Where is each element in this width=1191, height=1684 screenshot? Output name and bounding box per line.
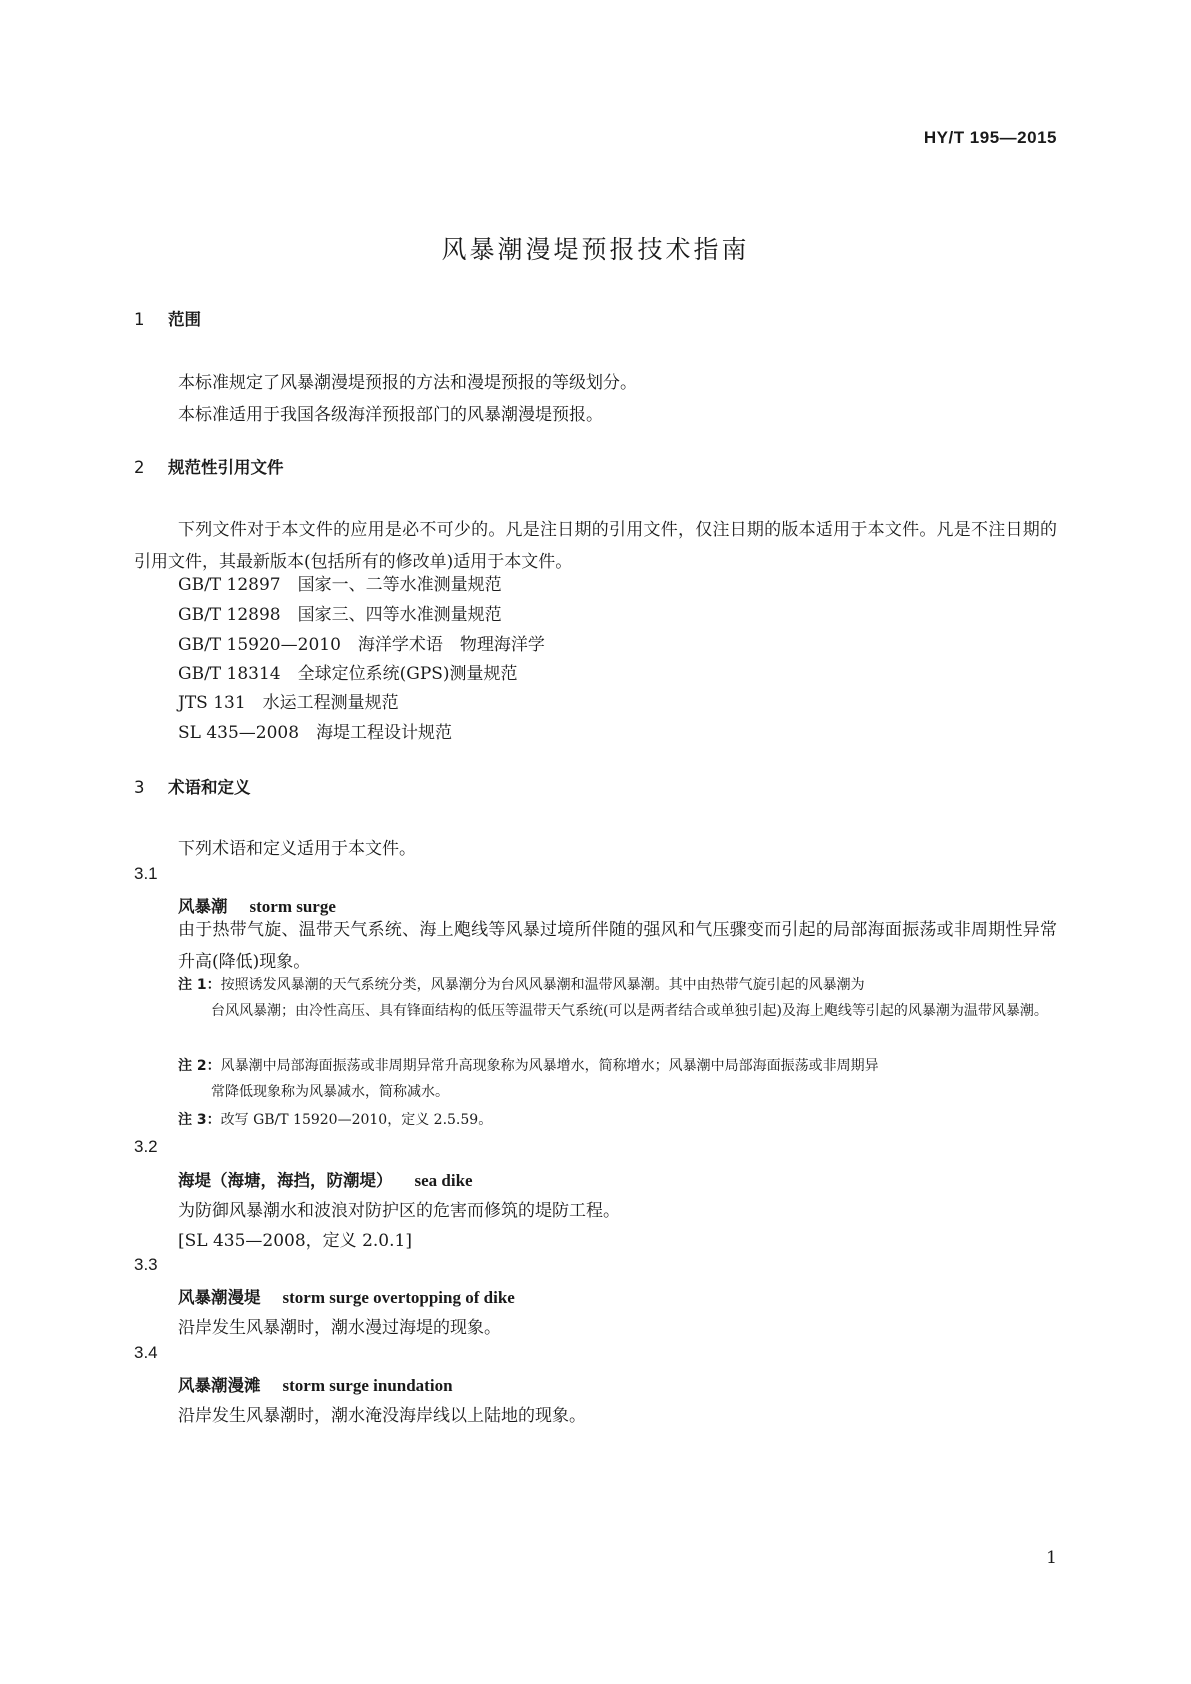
reference-title: 国家一、二等水准测量规范 — [297, 575, 502, 595]
note-text-continued: 台风风暴潮；由冷性高压、具有锋面结构的低压等温带天气系统(可以是两者结合或单独引起)及海上飑线等引起的风暴潮为温带风暴潮。 — [211, 1003, 1048, 1019]
term-number: 3.2 — [134, 1137, 158, 1156]
reference-code: JTS 131 — [178, 693, 246, 713]
term-definition: 沿岸发生风暴潮时，潮水淹没海岸线以上陆地的现象。 — [178, 1406, 586, 1426]
term-en: sea dike — [414, 1171, 473, 1190]
section-number: 3 — [134, 778, 145, 797]
term-number: 3.3 — [134, 1255, 158, 1274]
reference-title: 国家三、四等水准测量规范 — [297, 605, 502, 625]
document-title: 风暴潮漫堤预报技术指南 — [441, 235, 750, 264]
reference-item — [178, 630, 545, 655]
term-number: 3.1 — [134, 864, 158, 883]
note-label: 注 2： — [178, 1058, 221, 1074]
term-heading — [178, 1284, 515, 1308]
reference-code: GB/T 15920—2010 — [178, 635, 341, 655]
reference-code: GB/T 12898 — [178, 605, 281, 625]
reference-item — [178, 718, 452, 743]
section-1-para-2: 本标准适用于我国各级海洋预报部门的风暴潮漫堤预报。 — [178, 405, 603, 425]
reference-item — [178, 688, 399, 713]
note-1 — [178, 972, 1057, 1024]
section-title: 术语和定义 — [168, 778, 251, 797]
note-text: 改写 GB/T 15920—2010，定义 2.5.59。 — [220, 1112, 493, 1128]
reference-item — [178, 570, 502, 595]
note-text: 按照诱发风暴潮的天气系统分类，风暴潮分为台风风暴潮和温带风暴潮。其中由热带气旋引起的风暴潮为 — [220, 977, 865, 993]
term-cn: 风暴潮 — [178, 897, 228, 916]
reference-item — [178, 600, 502, 625]
section-title: 规范性引用文件 — [168, 458, 284, 477]
section-number: 1 — [134, 310, 145, 329]
term-cn: 风暴潮漫堤 — [178, 1288, 261, 1307]
note-text: 风暴潮中局部海面振荡或非周期异常升高现象称为风暴增水，简称增水；风暴潮中局部海面振荡或非周期异 — [220, 1058, 879, 1074]
term-number: 3.4 — [134, 1343, 158, 1362]
section-2-intro: 下列文件对于本文件的应用是必不可少的。凡是注日期的引用文件，仅注日期的版本适用于本文件。凡是不注日期的引用文件，其最新版本(包括所有的修改单)适用于本文件。 — [134, 520, 1057, 572]
note-label: 注 3： — [178, 1112, 221, 1128]
note-2 — [178, 1053, 1057, 1105]
note-label: 注 1： — [178, 977, 221, 993]
term-en: storm surge overtopping of dike — [282, 1288, 515, 1307]
section-3-heading — [134, 774, 251, 798]
reference-title: 海洋学术语 物理海洋学 — [357, 635, 545, 655]
section-title: 范围 — [168, 310, 201, 329]
reference-title: 海堤工程设计规范 — [316, 723, 453, 743]
term-heading — [178, 1372, 453, 1396]
term-en: storm surge — [249, 897, 336, 916]
standard-number: HY/T 195—2015 — [923, 128, 1057, 147]
term-cn: 海堤（海塘，海挡，防潮堤） — [178, 1171, 393, 1190]
section-1-heading — [134, 306, 201, 330]
term-source: [SL 435—2008，定义 2.0.1] — [178, 1231, 412, 1251]
reference-title: 全球定位系统(GPS)测量规范 — [297, 664, 518, 684]
term-heading — [178, 1167, 473, 1191]
reference-code: GB/T 18314 — [178, 664, 281, 684]
term-definition: 沿岸发生风暴潮时，潮水漫过海堤的现象。 — [178, 1318, 501, 1338]
term-definition: 为防御风暴潮水和波浪对防护区的危害而修筑的堤防工程。 — [178, 1201, 620, 1221]
section-1-para-1: 本标准规定了风暴潮漫堤预报的方法和漫堤预报的等级划分。 — [178, 373, 637, 393]
reference-title: 水运工程测量规范 — [262, 693, 399, 713]
page-number: 1 — [1046, 1548, 1057, 1568]
term-definition: 由于热带气旋、温带天气系统、海上飑线等风暴过境所伴随的强风和气压骤变而引起的局部海面振荡或非周期性异常升高(降低)现象。 — [178, 920, 1057, 972]
note-text-continued: 常降低现象称为风暴减水，简称减水。 — [211, 1084, 449, 1100]
note-3 — [178, 1107, 1057, 1133]
section-3-intro: 下列术语和定义适用于本文件。 — [178, 839, 416, 859]
reference-code: SL 435—2008 — [178, 723, 300, 743]
term-en: storm surge inundation — [282, 1376, 453, 1395]
section-number: 2 — [134, 458, 145, 477]
reference-item — [178, 659, 518, 684]
reference-code: GB/T 12897 — [178, 575, 281, 595]
term-cn: 风暴潮漫滩 — [178, 1376, 261, 1395]
section-2-heading — [134, 454, 284, 478]
